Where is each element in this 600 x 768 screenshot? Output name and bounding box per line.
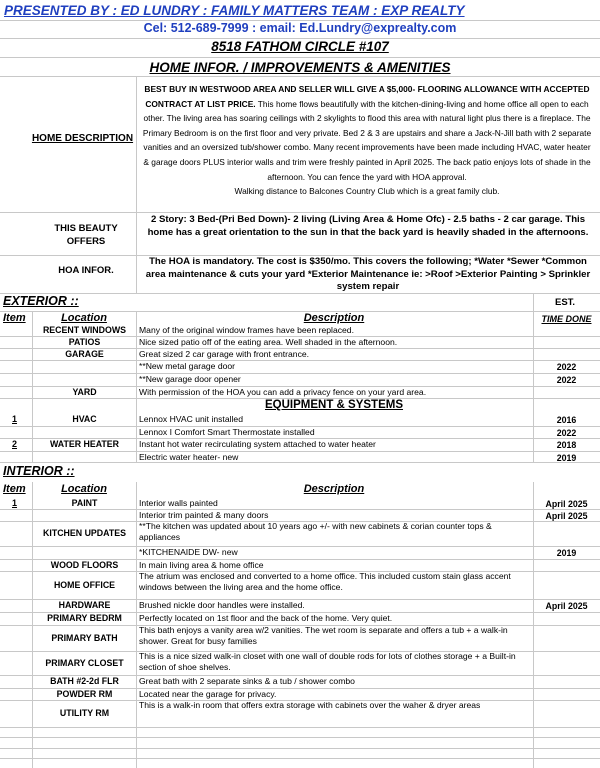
home-description-text xyxy=(140,82,594,199)
beauty-offers-label: THIS BEAUTY OFFERS xyxy=(54,223,118,247)
column-divider xyxy=(533,293,534,462)
description-cell: Many of the original window frames have been replaced. xyxy=(139,325,354,335)
year-done-cell: 2016 xyxy=(556,415,577,425)
year-done-cell: 2022 xyxy=(556,375,577,385)
divider xyxy=(0,76,600,77)
exterior-col-description: Description xyxy=(303,312,365,324)
hoa-label: HOA INFOR. xyxy=(58,265,114,276)
interior-heading: INTERIOR :: xyxy=(3,464,75,478)
exterior-col-time-done: TIME DONE xyxy=(541,314,592,324)
year-done-cell: 2022 xyxy=(556,428,577,438)
item-number: 2 xyxy=(12,439,18,449)
year-done-cell: April 2025 xyxy=(545,511,588,521)
column-divider xyxy=(533,482,534,768)
description-cell: Perfectly located on 1st floor and the back of the home. Very quiet. xyxy=(139,613,393,623)
exterior-heading: EXTERIOR :: xyxy=(3,294,79,308)
location-cell: BATH #2-2d FLR xyxy=(50,676,119,686)
description-cell: **New metal garage door xyxy=(139,361,236,371)
exterior-col-location: Location xyxy=(61,312,107,324)
location-cell: PRIMARY BATH xyxy=(51,633,118,643)
description-cell: Instant hot water recirculating system attached to water heater xyxy=(139,439,376,449)
divider xyxy=(0,57,600,58)
year-done-cell: April 2025 xyxy=(545,601,588,611)
column-divider xyxy=(136,76,137,293)
equipment-heading: EQUIPMENT & SYSTEMS xyxy=(264,399,404,411)
location-cell: WATER HEATER xyxy=(49,439,120,449)
location-cell: PRIMARY CLOSET xyxy=(45,658,124,668)
location-cell: YARD xyxy=(72,387,97,397)
location-cell: RECENT WINDOWS xyxy=(42,325,127,335)
description-cell: The atrium was enclosed and converted to a home office. This included custom stain glass accent windows between the living area and the home office. xyxy=(139,571,511,592)
item-number: 1 xyxy=(12,414,18,424)
property-address: 8518 FATHOM CIRCLE #107 xyxy=(211,39,389,54)
location-cell: GARAGE xyxy=(65,349,104,359)
beauty-offers-text: 2 Story: 3 Bed-(Pri Bed Down)- 2 living (Living Area & Home Ofc) - 2.5 baths - 2 car garage. This home has a great orientation to the sun in that the back yard is heavily shaded in the afternoons. xyxy=(147,214,589,238)
home-description-closing: Walking distance to Balcones Country Club which is a great family club. xyxy=(234,186,500,197)
description-cell: Nice sized patio off of the eating area. Well shaded in the afternoon. xyxy=(139,337,398,347)
description-cell: This bath enjoys a vanity area w/2 vanities. The wet room is separate and offers a tub + a walk-in shower. Great for busy families xyxy=(139,625,508,646)
column-divider xyxy=(136,482,137,768)
location-cell: POWDER RM xyxy=(56,689,113,699)
year-done-cell: April 2025 xyxy=(545,499,588,509)
description-cell: In main living area & home office xyxy=(139,560,264,570)
column-divider xyxy=(136,311,137,462)
description-cell: Great sized 2 car garage with front entrance. xyxy=(139,349,310,359)
location-cell: PRIMARY BEDRM xyxy=(47,613,122,623)
location-cell: UTILITY RM xyxy=(59,708,110,718)
divider xyxy=(0,20,600,21)
location-cell: HARDWARE xyxy=(58,600,111,610)
description-cell: **New garage door opener xyxy=(139,374,241,384)
item-number: 1 xyxy=(12,498,18,508)
presented-by-line: PRESENTED BY : ED LUNDRY : FAMILY MATTERS TEAM : EXP REALTY xyxy=(4,3,465,18)
location-cell: KITCHEN UPDATES xyxy=(43,528,126,538)
year-done-cell: 2018 xyxy=(556,440,577,450)
description-cell: This is a nice sized walk-in closet with one wall of double rods for lots of clothes storage + a Built-in section of shoe shelves. xyxy=(139,651,516,672)
column-divider xyxy=(32,482,33,768)
description-cell: Interior trim painted & many doors xyxy=(139,510,269,520)
interior-col-description: Description xyxy=(303,483,365,495)
location-cell: HOME OFFICE xyxy=(53,580,116,590)
year-done-cell: 2022 xyxy=(556,362,577,372)
description-cell: Lennox HVAC unit installed xyxy=(139,414,243,424)
location-cell: PATIOS xyxy=(68,337,101,347)
description-cell: **The kitchen was updated about 10 years ago +/- with new cabinets & corian counter tops & appliances xyxy=(139,521,492,542)
description-cell: Interior walls painted xyxy=(139,498,218,508)
description-cell: Great bath with 2 separate sinks & a tub / shower combo xyxy=(139,676,355,686)
year-done-cell: 2019 xyxy=(556,548,577,558)
divider xyxy=(0,293,600,294)
page-title: HOME INFOR. / IMPROVEMENTS & AMENITIES xyxy=(149,60,451,75)
description-cell: Located near the garage for privacy. xyxy=(139,689,277,699)
interior-col-item: Item xyxy=(3,483,26,495)
divider xyxy=(0,38,600,39)
description-cell: With permission of the HOA you can add a privacy fence on your yard area. xyxy=(139,387,427,397)
home-description-body: This home flows beautifully with the kitchen-dining-living and home office all open to each other. The living area has soaring ceilings with 2 skylights to flood this area with natural light plus there is a fireplace. The Primary Bedroom is on the first floor and very private. Bed 2 & 3 are upstairs and share a Jack-N-Jill bath with 2 separate vanities and an oversized tub/shower combo. Many recent improvements have been made including HVAC, water heater & garage doors PLUS interior walls and trim were freshly painted in April 2025. The back patio enjoys lots of shade in the afternoon. You can fence the yard with HOA approval. xyxy=(142,98,592,182)
home-description-label: HOME DESCRIPTION xyxy=(31,133,134,144)
description-cell: Brushed nickle door handles were installed. xyxy=(139,600,305,610)
description-cell: This is a walk-in room that offers extra storage with cabinets over the waher & dryer areas xyxy=(139,700,481,710)
divider xyxy=(0,748,600,749)
est-label: EST. xyxy=(555,297,576,308)
divider xyxy=(0,758,600,759)
location-cell: PAINT xyxy=(71,498,98,508)
divider xyxy=(0,737,600,738)
description-cell: Electric water heater- new xyxy=(139,452,239,462)
column-divider xyxy=(32,311,33,462)
divider xyxy=(0,212,600,213)
description-cell: Lennox I Comfort Smart Thermostate installed xyxy=(139,427,315,437)
interior-col-location: Location xyxy=(61,483,107,495)
row-divider xyxy=(0,727,600,728)
exterior-col-item: Item xyxy=(3,312,26,324)
location-cell: WOOD FLOORS xyxy=(50,560,119,570)
contact-line: Cel: 512-689-7999 : email: Ed.Lundry@exprealty.com xyxy=(143,21,457,35)
flooring-allowance-text: BEST BUY IN WESTWOOD AREA AND SELLER WILL GIVE A $5,000- FLOORING ALLOWANCE WITH ACCEPTED CONTRACT AT LIST PRICE. xyxy=(144,84,590,109)
location-cell: HVAC xyxy=(72,414,97,424)
description-cell: *KITCHENAIDE DW- new xyxy=(139,547,238,557)
year-done-cell: 2019 xyxy=(556,453,577,463)
hoa-text: The HOA is mandatory. The cost is $350/mo. This covers the following; *Water *Sewer *Common area maintenance & cuts your yard *Exterior Maintenance ie: >Roof >Exterior Painting > Sprinkler system repair xyxy=(145,256,591,292)
